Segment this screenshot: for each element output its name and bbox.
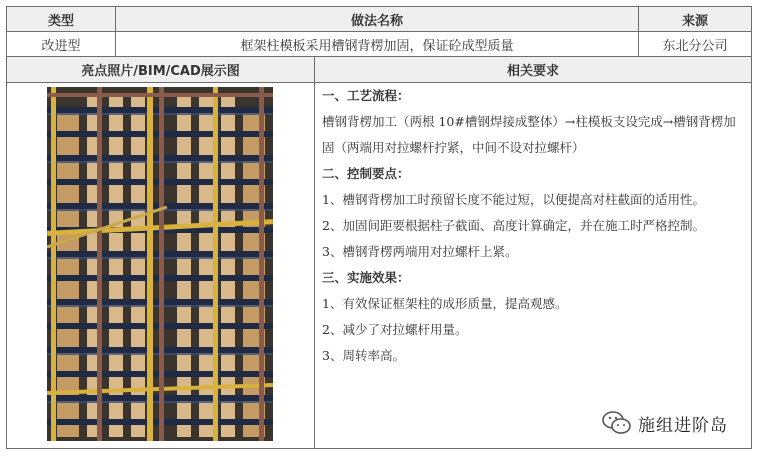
section3-title: 三、实施效果： [322,270,410,285]
type-value-cell [7,32,115,56]
construction-photo-icon [47,87,273,441]
section1-line1: 槽钢背楞加工（两根 10#槽钢焊接成整体）→柱模板支设完成→槽钢背楞加 [322,114,736,129]
section2-title: 二、控制要点： [322,166,410,181]
section3-item2: 2、减少了对拉螺杆用量。 [322,322,468,337]
section1-line2: 固（两端用对拉螺杆拧紧，中间不设对拉螺杆） [322,140,585,155]
type-value: 改进型 [41,38,81,54]
section3-item3: 3、周转率高。 [322,348,405,363]
requirements-header-label: 相关要求 [506,64,559,79]
header-method-cell [116,7,638,31]
source-value-cell [639,32,751,56]
header-source-cell [639,7,751,31]
photo-header-label: 亮点照片/BIM/CAD展示图 [81,64,240,79]
header-method-label: 做法名称 [350,13,403,29]
section1-title: 一、工艺流程： [322,88,410,103]
requirements-content [322,83,746,369]
section2-item2: 2、加固间距要根据柱子截面、高度计算确定，并在施工时严格控制。 [322,218,705,233]
photo-header-cell [7,57,314,82]
header-type-cell [7,7,115,31]
watermark-text: 施组进阶岛 [638,415,728,436]
section3-item1: 1、有效保证框架柱的成形质量，提高观感。 [322,296,568,311]
source-value: 东北分公司 [662,38,728,54]
header-source-label: 来源 [681,13,708,29]
wechat-icon [602,410,632,436]
header-type-label: 类型 [47,13,74,29]
method-value-cell [116,32,638,56]
formwork-photo [47,87,273,441]
method-value: 框架柱模板采用槽钢背楞加固，保证砼成型质量 [240,38,514,54]
requirements-header-cell [315,57,751,82]
section2-item1: 1、槽钢背楞加工时预留长度不能过短，以便提高对柱截面的适用性。 [322,192,705,207]
section2-item3: 3、槽钢背楞两端用对拉螺杆上紧。 [322,244,518,259]
watermark [602,410,728,436]
